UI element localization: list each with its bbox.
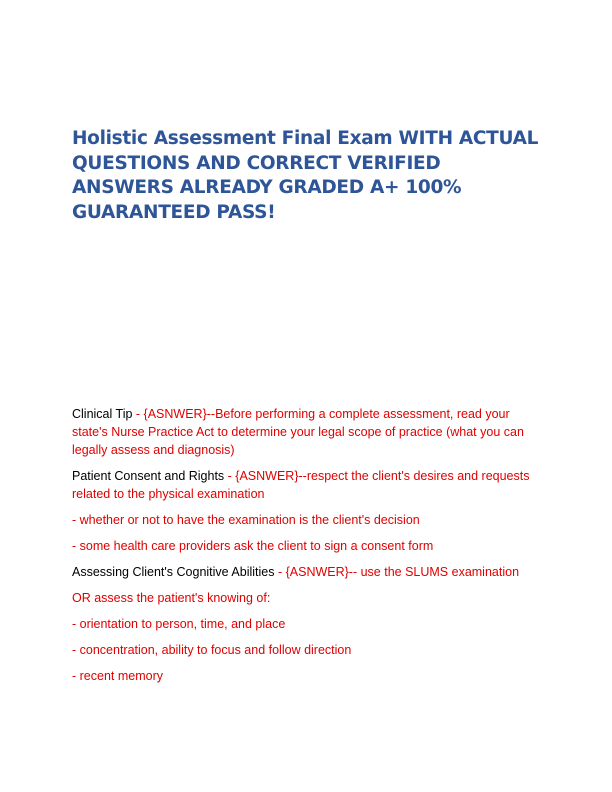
answer-text: - {ASNWER}--respect the client's desires and requests related to the physical examination <box>72 469 530 501</box>
qa-content <box>72 405 547 693</box>
qa-entry-cognitive-abilities <box>72 563 547 581</box>
answer-text: - {ASNWER}-- use the SLUMS examination <box>274 565 520 579</box>
answer-line: - recent memory <box>72 669 163 683</box>
qa-entry-patient-consent <box>72 467 547 503</box>
answer-text: - {ASNWER}--Before performing a complete assessment, read your state's Nurse Practice Act to determine your legal scope of practice (what you can legally assess and diagnosis) <box>72 407 524 457</box>
document-title: Holistic Assessment Final Exam WITH ACTUAL QUESTIONS AND CORRECT VERIFIED ANSWERS ALREADY GRADED A+ 100% GUARANTEED PASS! <box>72 128 539 223</box>
answer-line: OR assess the patient's knowing of: <box>72 591 271 605</box>
question-term: Patient Consent and Rights <box>72 469 225 483</box>
question-term: Assessing Client's Cognitive Abilities <box>72 565 275 579</box>
answer-line: - some health care providers ask the client to sign a consent form <box>72 539 434 553</box>
answer-line: - concentration, ability to focus and follow direction <box>72 643 352 657</box>
question-term: Clinical Tip <box>72 407 133 421</box>
answer-line: - orientation to person, time, and place <box>72 617 286 631</box>
qa-entry-clinical-tip <box>72 405 547 459</box>
answer-line: - whether or not to have the examination is the client's decision <box>72 513 420 527</box>
